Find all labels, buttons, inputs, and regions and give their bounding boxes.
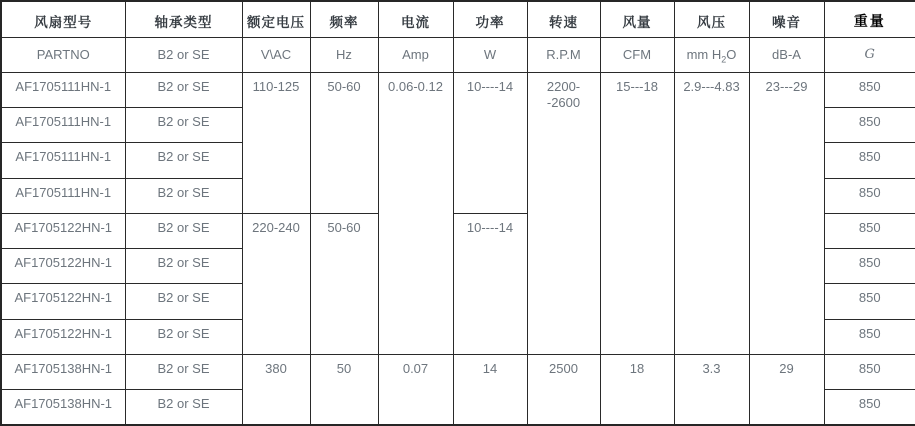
cell-voltage-110: 110-125 <box>242 72 310 213</box>
cell-power-220: 10----14 <box>453 213 527 354</box>
unit-frequency: Hz <box>310 37 378 72</box>
unit-power: W <box>453 37 527 72</box>
col-header-current: 电流 <box>378 1 453 37</box>
unit-pressure-suffix: O <box>726 46 737 62</box>
unit-noise: dB-A <box>749 37 824 72</box>
col-header-model: 风扇型号 <box>1 1 125 37</box>
col-header-pressure: 风压 <box>674 1 749 37</box>
col-header-power: 功率 <box>453 1 527 37</box>
cell-weight: 850 <box>824 143 915 178</box>
header-row <box>1 1 915 37</box>
unit-weight: G <box>824 37 915 72</box>
cell-model: AF1705138HN-1 <box>1 354 125 389</box>
cell-noise-380: 29 <box>749 354 824 425</box>
col-header-speed: 转速 <box>527 1 600 37</box>
cell-noise-shared: 23---29 <box>749 72 824 354</box>
cell-model: AF1705111HN-1 <box>1 143 125 178</box>
cell-model: AF1705122HN-1 <box>1 213 125 248</box>
col-header-airflow: 风量 <box>600 1 674 37</box>
cell-weight: 850 <box>824 178 915 213</box>
unit-pressure-prefix: mm H <box>686 46 722 62</box>
table-row <box>1 354 915 389</box>
cell-speed-shared <box>527 72 600 354</box>
cell-airflow-shared: 15---18 <box>600 72 674 354</box>
unit-pressure <box>674 37 749 72</box>
cell-frequency-380: 50 <box>310 354 378 425</box>
unit-row <box>1 37 915 72</box>
unit-current: Amp <box>378 37 453 72</box>
cell-model: AF1705122HN-1 <box>1 319 125 354</box>
col-header-weight: 重量 <box>824 1 915 37</box>
col-header-noise: 噪音 <box>749 1 824 37</box>
cell-bearing: B2 or SE <box>125 108 242 143</box>
cell-current-380: 0.07 <box>378 354 453 425</box>
cell-bearing: B2 or SE <box>125 390 242 425</box>
cell-bearing: B2 or SE <box>125 319 242 354</box>
cell-power-380: 14 <box>453 354 527 425</box>
col-header-frequency: 频率 <box>310 1 378 37</box>
col-header-voltage: 额定电压 <box>242 1 310 37</box>
cell-airflow-380: 18 <box>600 354 674 425</box>
unit-voltage: V\AC <box>242 37 310 72</box>
cell-voltage-380: 380 <box>242 354 310 425</box>
cell-weight: 850 <box>824 249 915 284</box>
cell-model: AF1705138HN-1 <box>1 390 125 425</box>
cell-bearing: B2 or SE <box>125 178 242 213</box>
cell-weight: 850 <box>824 319 915 354</box>
speed-line-2: -2600 <box>546 94 581 110</box>
cell-power-110: 10----14 <box>453 72 527 213</box>
cell-bearing: B2 or SE <box>125 249 242 284</box>
cell-bearing: B2 or SE <box>125 284 242 319</box>
cell-bearing: B2 or SE <box>125 213 242 248</box>
cell-speed-380: 2500 <box>527 354 600 425</box>
cell-bearing: B2 or SE <box>125 354 242 389</box>
table-row <box>1 72 915 107</box>
unit-pressure-sub: 2 <box>721 54 727 65</box>
cell-frequency-110: 50-60 <box>310 72 378 213</box>
unit-bearing: B2 or SE <box>125 37 242 72</box>
cell-current-shared: 0.06-0.12 <box>378 72 453 354</box>
cell-weight: 850 <box>824 72 915 107</box>
cell-model: AF1705122HN-1 <box>1 249 125 284</box>
col-header-bearing: 轴承类型 <box>125 1 242 37</box>
cell-model: AF1705111HN-1 <box>1 108 125 143</box>
cell-weight: 850 <box>824 213 915 248</box>
cell-voltage-220: 220-240 <box>242 213 310 354</box>
cell-model: AF1705111HN-1 <box>1 178 125 213</box>
cell-weight: 850 <box>824 284 915 319</box>
cell-weight: 850 <box>824 390 915 425</box>
cell-weight: 850 <box>824 108 915 143</box>
cell-model: AF1705122HN-1 <box>1 284 125 319</box>
cell-pressure-shared: 2.9---4.83 <box>674 72 749 354</box>
cell-frequency-220: 50-60 <box>310 213 378 354</box>
unit-airflow: CFM <box>600 37 674 72</box>
cell-pressure-380: 3.3 <box>674 354 749 425</box>
cell-bearing: B2 or SE <box>125 72 242 107</box>
speed-line-1: 2200- <box>546 78 581 94</box>
cell-model: AF1705111HN-1 <box>1 72 125 107</box>
cell-bearing: B2 or SE <box>125 143 242 178</box>
cell-weight: 850 <box>824 354 915 389</box>
unit-partno: PARTNO <box>1 37 125 72</box>
unit-speed: R.P.M <box>527 37 600 72</box>
